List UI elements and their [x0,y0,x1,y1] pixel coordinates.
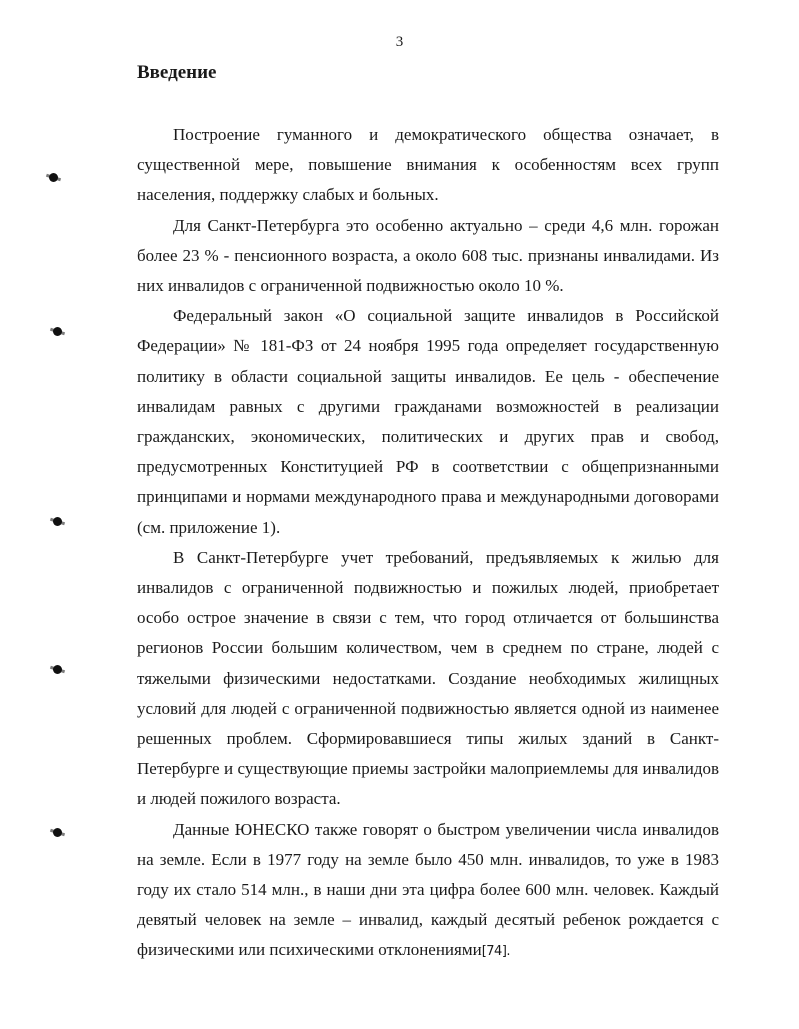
section-heading: Введение [137,62,217,83]
paragraph [137,815,719,968]
binding-hole-mark [53,828,62,837]
binding-hole-mark [53,665,62,674]
paragraph: Федеральный закон «О социальной защите инвалидов в Российской Федерации» № 181-ФЗ от 24 ноября 1995 года определяет государственную политику в области социальной защиты инвалидов. Ее цель - обеспечение инвалидам равных с другими гражданами возможностей в реализации гражданских, экономических, политических и других прав и свобод, предусмотренных Конституцией РФ в соответствии с общепризнанными принципами и нормами международного права и международными договорами (см. приложение 1). [137,306,719,537]
binding-hole-mark [49,173,58,182]
page-number: 3 [395,34,404,50]
binding-hole-mark [53,517,62,526]
paragraph: Построение гуманного и демократического общества означает, в существенной мере, повышение внимания к особенностям всех групп населения, поддержку слабых и больных. [137,125,719,205]
paragraph: В Санкт-Петербурге учет требований, предъявляемых к жилью для инвалидов с ограниченной подвижностью и пожилых людей, приобретает особо острое значение в связи с тем, что город отличается от большинства регионов России большим количеством, чем в среднем по стране, людей с тяжелыми физическими недостатками. Создание необходимых жилищных условий для людей с ограниченной подвижностью является одной из наименее решенных проблем. Сформировавшиеся типы жилых зданий в Санкт-Петербурге и существующие приемы застройки малоприемлемы для инвалидов и людей пожилого возраста. [137,547,719,809]
body-text [137,120,719,968]
paragraph-text: Данные ЮНЕСКО также говорят о быстром увеличении числа инвалидов на земле. Если в 1977 году на земле было 450 млн. инвалидов, то уже в 1983 году их стало 514 млн., в наши дни эта цифра более 600 млн. человек. Каждый девятый человек на земле – инвалид, каждый десятый ребенок рождается с физическими или психическими отклонениями [137,819,719,960]
paragraph: Для Санкт-Петербурга это особенно актуально – среди 4,6 млн. горожан более 23 % - пенсионного возраста, а около 608 тыс. признаны инвалидами. Из них инвалидов с ограниченной подвижностью около 10 %. [137,215,719,296]
binding-hole-mark [53,327,62,336]
reference-mark: [74]. [481,944,511,960]
